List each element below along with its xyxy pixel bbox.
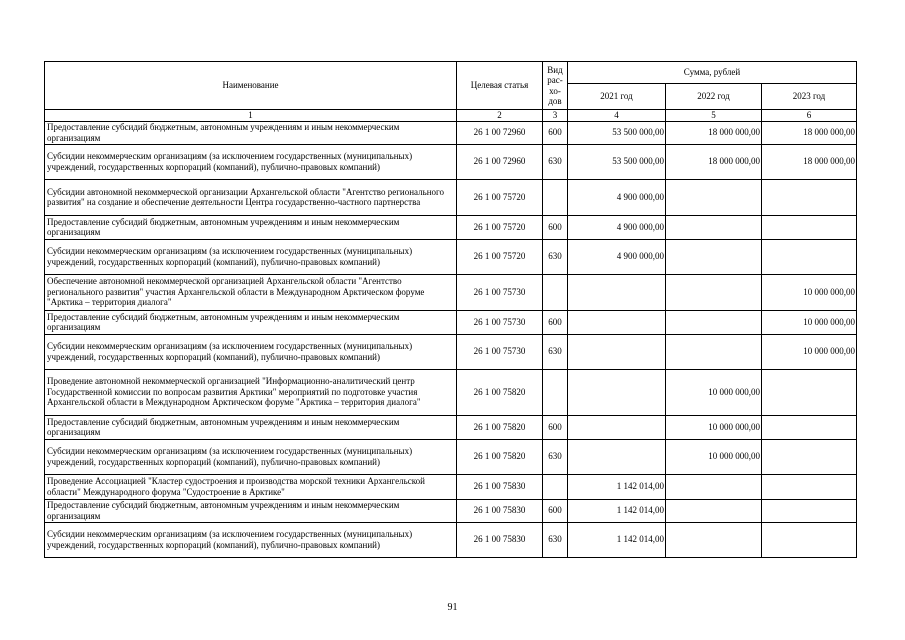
row-amount-2023-cell: 18 000 000,00 bbox=[762, 121, 857, 144]
row-name-cell: Проведение автономной некоммерческой организацией "Информационно-аналитический центр Государственной комиссии по вопросам развития Арктики" мероприятий по подготовке участия Архангельской области в Международном Арктическом форуме "Арктика – территория диалога" bbox=[45, 369, 457, 415]
row-amount-2023-cell: 18 000 000,00 bbox=[762, 144, 857, 179]
row-amount-2022-cell bbox=[666, 239, 762, 274]
column-number: 5 bbox=[666, 110, 762, 122]
header-expense-type: Вид рас-хо-дов bbox=[543, 62, 568, 110]
row-expense-type-cell bbox=[543, 369, 568, 415]
table-body bbox=[45, 121, 857, 557]
table-row bbox=[45, 121, 857, 144]
column-number-row bbox=[45, 110, 857, 122]
row-amount-2021-cell: 1 142 014,00 bbox=[568, 474, 666, 499]
row-expense-type-cell: 600 bbox=[543, 415, 568, 439]
row-expense-type-cell: 630 bbox=[543, 439, 568, 474]
table-row bbox=[45, 179, 857, 215]
row-code-cell: 26 1 00 72960 bbox=[457, 121, 543, 144]
table-row bbox=[45, 415, 857, 439]
row-amount-2021-cell: 53 500 000,00 bbox=[568, 121, 666, 144]
header-name: Наименование bbox=[45, 62, 457, 110]
row-amount-2022-cell: 10 000 000,00 bbox=[666, 369, 762, 415]
row-code-cell: 26 1 00 75720 bbox=[457, 239, 543, 274]
row-amount-2021-cell bbox=[568, 274, 666, 310]
column-number: 3 bbox=[543, 110, 568, 122]
row-expense-type-cell: 600 bbox=[543, 215, 568, 239]
row-amount-2023-cell bbox=[762, 415, 857, 439]
table-row bbox=[45, 439, 857, 474]
row-code-cell: 26 1 00 72960 bbox=[457, 144, 543, 179]
row-amount-2021-cell: 4 900 000,00 bbox=[568, 239, 666, 274]
row-expense-type-cell: 630 bbox=[543, 239, 568, 274]
row-name-cell: Предоставление субсидий бюджетным, автономным учреждениям и иным некоммерческим организациям bbox=[45, 310, 457, 334]
row-name-cell: Субсидии некоммерческим организациям (за исключением государственных (муниципальных) учреждений, государственных корпораций (компаний), публично-правовых компаний) bbox=[45, 239, 457, 274]
row-amount-2022-cell bbox=[666, 474, 762, 499]
row-name-cell: Проведение Ассоциацией "Кластер судостроения и производства морской техники Архангельской области" Международного форума "Судостроение в Арктике" bbox=[45, 474, 457, 499]
row-name-cell: Обеспечение автономной некоммерческой организацией Архангельской области "Агентство регионального развития" участия Архангельской области в Международном Арктическом форуме "Арктика – территория диалога" bbox=[45, 274, 457, 310]
row-name-cell: Субсидии некоммерческим организациям (за исключением государственных (муниципальных) учреждений, государственных корпораций (компаний), публично-правовых компаний) bbox=[45, 144, 457, 179]
row-amount-2022-cell: 18 000 000,00 bbox=[666, 144, 762, 179]
row-amount-2021-cell bbox=[568, 310, 666, 334]
row-name-cell: Субсидии некоммерческим организациям (за исключением государственных (муниципальных) учреждений, государственных корпораций (компаний), публично-правовых компаний) bbox=[45, 522, 457, 557]
row-amount-2023-cell bbox=[762, 439, 857, 474]
row-amount-2021-cell bbox=[568, 439, 666, 474]
row-amount-2021-cell bbox=[568, 334, 666, 369]
table-row bbox=[45, 239, 857, 274]
row-code-cell: 26 1 00 75820 bbox=[457, 415, 543, 439]
row-amount-2023-cell bbox=[762, 369, 857, 415]
row-name-cell: Субсидии некоммерческим организациям (за исключением государственных (муниципальных) учреждений, государственных корпораций (компаний), публично-правовых компаний) bbox=[45, 439, 457, 474]
row-expense-type-cell: 630 bbox=[543, 334, 568, 369]
row-name-cell: Предоставление субсидий бюджетным, автономным учреждениям и иным некоммерческим организациям bbox=[45, 215, 457, 239]
table-row bbox=[45, 274, 857, 310]
row-amount-2021-cell: 4 900 000,00 bbox=[568, 179, 666, 215]
row-amount-2021-cell: 1 142 014,00 bbox=[568, 522, 666, 557]
row-expense-type-cell: 600 bbox=[543, 121, 568, 144]
row-amount-2023-cell bbox=[762, 522, 857, 557]
row-amount-2022-cell bbox=[666, 310, 762, 334]
header-year-2023: 2023 год bbox=[762, 84, 857, 110]
row-amount-2021-cell: 1 142 014,00 bbox=[568, 499, 666, 522]
row-code-cell: 26 1 00 75720 bbox=[457, 215, 543, 239]
table-row bbox=[45, 310, 857, 334]
row-amount-2022-cell bbox=[666, 179, 762, 215]
row-code-cell: 26 1 00 75830 bbox=[457, 499, 543, 522]
row-amount-2021-cell bbox=[568, 369, 666, 415]
row-amount-2023-cell bbox=[762, 179, 857, 215]
row-name-cell: Предоставление субсидий бюджетным, автономным учреждениям и иным некоммерческим организациям bbox=[45, 121, 457, 144]
header-year-2022: 2022 год bbox=[666, 84, 762, 110]
column-number: 1 bbox=[45, 110, 457, 122]
row-amount-2022-cell bbox=[666, 499, 762, 522]
header-sum: Сумма, рублей bbox=[568, 62, 857, 84]
row-amount-2023-cell bbox=[762, 239, 857, 274]
row-name-cell: Субсидии некоммерческим организациям (за исключением государственных (муниципальных) учреждений, государственных корпораций (компаний), публично-правовых компаний) bbox=[45, 334, 457, 369]
row-amount-2022-cell bbox=[666, 274, 762, 310]
row-name-cell: Предоставление субсидий бюджетным, автономным учреждениям и иным некоммерческим организациям bbox=[45, 415, 457, 439]
row-amount-2022-cell bbox=[666, 522, 762, 557]
page-number: 91 bbox=[447, 602, 458, 613]
budget-table bbox=[44, 61, 857, 558]
row-code-cell: 26 1 00 75820 bbox=[457, 369, 543, 415]
row-amount-2022-cell bbox=[666, 334, 762, 369]
row-code-cell: 26 1 00 75820 bbox=[457, 439, 543, 474]
table-row bbox=[45, 215, 857, 239]
column-number: 6 bbox=[762, 110, 857, 122]
table-row bbox=[45, 144, 857, 179]
header-year-2021: 2021 год bbox=[568, 84, 666, 110]
row-amount-2022-cell: 18 000 000,00 bbox=[666, 121, 762, 144]
row-code-cell: 26 1 00 75730 bbox=[457, 310, 543, 334]
row-expense-type-cell: 630 bbox=[543, 522, 568, 557]
row-amount-2023-cell bbox=[762, 474, 857, 499]
row-expense-type-cell bbox=[543, 474, 568, 499]
row-amount-2021-cell bbox=[568, 415, 666, 439]
row-expense-type-cell: 630 bbox=[543, 144, 568, 179]
row-name-cell: Предоставление субсидий бюджетным, автономным учреждениям и иным некоммерческим организациям bbox=[45, 499, 457, 522]
column-number: 2 bbox=[457, 110, 543, 122]
row-expense-type-cell bbox=[543, 179, 568, 215]
row-amount-2023-cell: 10 000 000,00 bbox=[762, 310, 857, 334]
row-amount-2022-cell: 10 000 000,00 bbox=[666, 439, 762, 474]
row-expense-type-cell: 600 bbox=[543, 310, 568, 334]
row-amount-2021-cell: 4 900 000,00 bbox=[568, 215, 666, 239]
row-expense-type-cell: 600 bbox=[543, 499, 568, 522]
table-row bbox=[45, 369, 857, 415]
table-row bbox=[45, 499, 857, 522]
row-amount-2022-cell bbox=[666, 215, 762, 239]
header-code: Целевая статья bbox=[457, 62, 543, 110]
row-name-cell: Субсидии автономной некоммерческой организации Архангельской области "Агентство регионального развития" на создание и обеспечение деятельности Центра государственно-частного партнерства bbox=[45, 179, 457, 215]
table-row bbox=[45, 334, 857, 369]
row-code-cell: 26 1 00 75830 bbox=[457, 522, 543, 557]
row-amount-2023-cell bbox=[762, 215, 857, 239]
table-row bbox=[45, 474, 857, 499]
row-amount-2022-cell: 10 000 000,00 bbox=[666, 415, 762, 439]
row-code-cell: 26 1 00 75730 bbox=[457, 274, 543, 310]
table-row bbox=[45, 522, 857, 557]
row-amount-2023-cell: 10 000 000,00 bbox=[762, 334, 857, 369]
row-code-cell: 26 1 00 75720 bbox=[457, 179, 543, 215]
row-code-cell: 26 1 00 75730 bbox=[457, 334, 543, 369]
row-expense-type-cell bbox=[543, 274, 568, 310]
row-amount-2023-cell: 10 000 000,00 bbox=[762, 274, 857, 310]
row-amount-2021-cell: 53 500 000,00 bbox=[568, 144, 666, 179]
column-number: 4 bbox=[568, 110, 666, 122]
row-amount-2023-cell bbox=[762, 499, 857, 522]
row-code-cell: 26 1 00 75830 bbox=[457, 474, 543, 499]
